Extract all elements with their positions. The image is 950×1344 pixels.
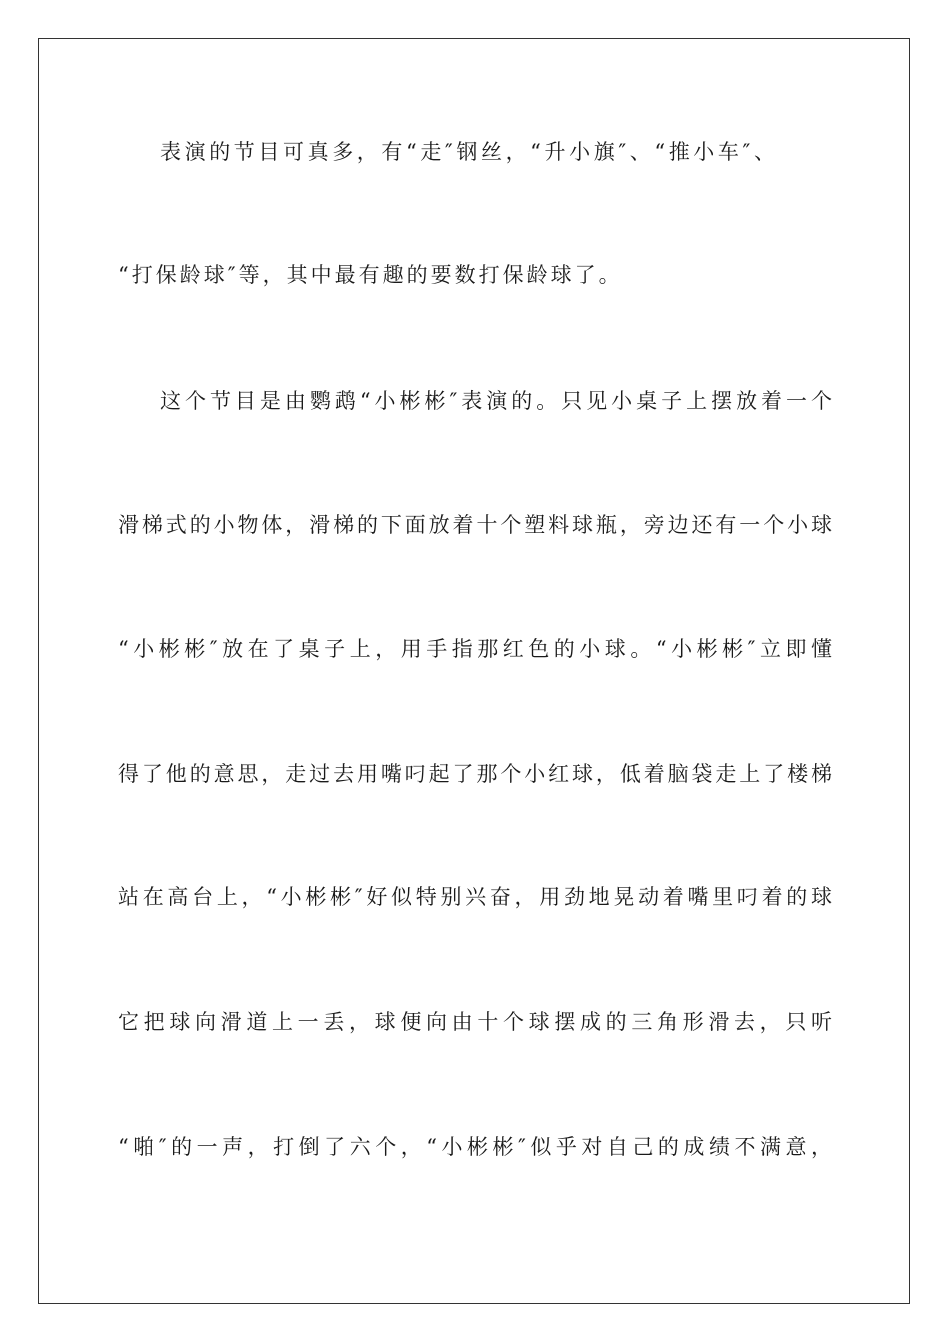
text-line: 它把球向滑道上一丢，球便向由十个球摆成的三角形滑去，只听 bbox=[118, 1010, 832, 1034]
text-line: 这个节目是由鹦鹉“小彬彬″表演的。只见小桌子上摆放着一个 bbox=[160, 389, 832, 413]
text-line: 表演的节目可真多，有“走″钢丝，“升小旗″、“推小车″、 bbox=[160, 140, 779, 164]
text-line: 滑梯式的小物体，滑梯的下面放着十个塑料球瓶，旁边还有一个小球 bbox=[118, 513, 832, 537]
text-line: “打保龄球″等，其中最有趣的要数打保龄球了。 bbox=[118, 263, 623, 287]
text-line: “啪″的一声，打倒了六个，“小彬彬″似乎对自己的成绩不满意， bbox=[118, 1135, 832, 1159]
text-line: 得了他的意思，走过去用嘴叼起了那个小红球，低着脑袋走上了楼梯 bbox=[118, 762, 832, 786]
page-border bbox=[38, 38, 910, 1304]
text-line: “小彬彬″放在了桌子上，用手指那红色的小球。“小彬彬″立即懂 bbox=[118, 637, 832, 661]
text-line: 站在高台上，“小彬彬″好似特别兴奋，用劲地晃动着嘴里叼着的球 bbox=[118, 885, 832, 909]
